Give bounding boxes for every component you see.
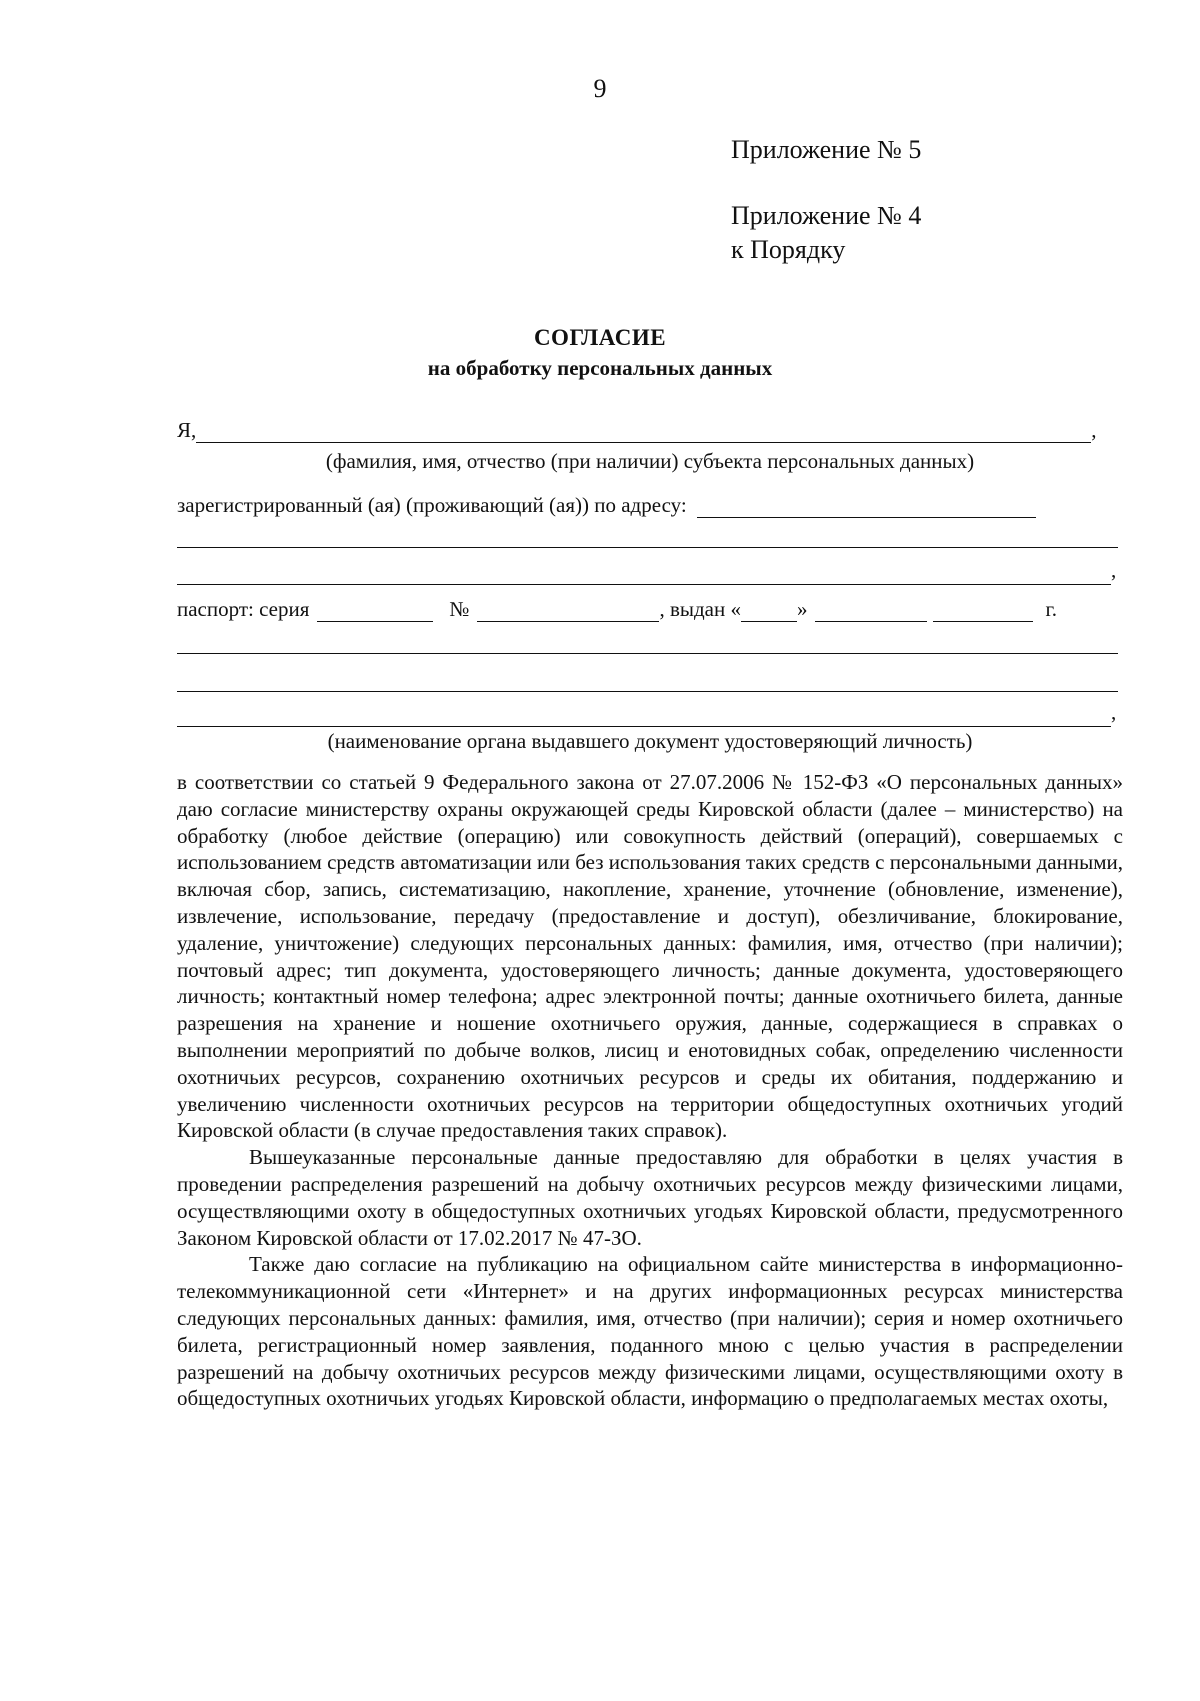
address-field-2[interactable] — [177, 521, 1118, 548]
document-subtitle: на обработку персональных данных — [427, 356, 773, 380]
appendix-4-subtitle: к Порядку — [731, 235, 846, 264]
body-paragraph-2: Вышеуказанные персональные данные предоставляю для обработки в целях участия в проведении распределения разрешений на добычу охотничьих ресурсов между физическими лицами, осуществляющими охоту в общедоступных охотничьих угодьях Кировской области, предусмотренного Законом Кировской области от 17.02.2017 № 47-ЗО. — [177, 1145, 1123, 1250]
issuer-field-3[interactable] — [177, 700, 1111, 727]
appendix-5-label: Приложение № 5 — [731, 135, 922, 164]
issued-year-field[interactable] — [933, 599, 1033, 622]
issuer-comma: , — [1111, 700, 1117, 724]
passport-number-label: № — [449, 597, 470, 621]
name-comma: , — [1091, 418, 1097, 442]
page-number: 9 — [593, 74, 607, 103]
passport-row — [177, 597, 1057, 622]
address-comma: , — [1111, 558, 1117, 582]
issued-day-field[interactable] — [741, 599, 797, 622]
address-field-3[interactable] — [177, 558, 1111, 585]
address-label: зарегистрированный (ая) (проживающий (ая)) по адресу: — [177, 493, 687, 517]
consent-body — [177, 769, 1123, 1412]
name-caption: (фамилия, имя, отчество (при наличии) субъекта персональных данных) — [325, 449, 975, 473]
year-suffix: г. — [1045, 597, 1057, 621]
body-paragraph-3: Также даю согласие на публикацию на официальном сайте министерства в информационно-телекоммуникационной сети «Интернет» и на других информационных ресурсах министерства следующих персональных данных: фамилия, имя, отчество (при наличии); серия и номер охотничьего билета, регистрационный номер заявления, поданного мною с целью участия в распределении разрешений на добычу охотничьих ресурсов между физическими лицами, осуществляющими охоту в общедоступных охотничьих угодьях Кировской области, информацию о предполагаемых местах охоты, — [177, 1252, 1123, 1411]
passport-number-field[interactable] — [477, 599, 659, 622]
address-row — [177, 493, 1036, 518]
name-field[interactable] — [196, 420, 1091, 443]
address-field-1[interactable] — [697, 495, 1036, 518]
issuer-caption: (наименование органа выдавшего документ удостоверяющий личность) — [327, 729, 973, 753]
appendix-4-label: Приложение № 4 — [731, 201, 922, 230]
body-paragraph-1: в соответствии со статьей 9 Федерального закона от 27.07.2006 № 152-ФЗ «О персональных данных» даю согласие министерству охраны окружающей среды Кировской области (далее – министерство) на обработку (любое действие (операцию) или совокупность действий (операций), совершаемых с использованием средств автоматизации или без использования таких средств с персональными данными, включая сбор, запись, систематизацию, накопление, хранение, уточнение (обновление, изменение), извлечение, использование, передачу (предоставление и доступ), обезличивание, блокирование, удаление, уничтожение) следующих персональных данных: фамилия, имя, отчество (при наличии); почтовый адрес; тип документа, удостоверяющего личность; данные документа, удостоверяющего личность; контактный номер телефона; адрес электронной почты; данные охотничьего билета, данные разрешения на хранение и ношение охотничьего оружия, данные, содержащиеся в справках о выполнении мероприятий по добыче волков, лисиц и енотовидных собак, определению численности охотничьих ресурсов, сохранению охотничьих ресурсов и среды их обитания, поддержанию и увеличению численности охотничьих ресурсов на территории общедоступных охотничьих угодий Кировской области (в случае предоставления таких справок). — [177, 770, 1123, 1143]
ya-label: Я, — [177, 418, 197, 442]
passport-series-label: паспорт: серия — [177, 597, 310, 621]
document-title: СОГЛАСИЕ — [533, 325, 667, 350]
issuer-field-2[interactable] — [177, 665, 1118, 692]
issuer-field-1[interactable] — [177, 627, 1118, 654]
issued-close-quote: » — [796, 597, 808, 621]
name-row — [177, 418, 1097, 443]
issued-month-field[interactable] — [815, 599, 927, 622]
issued-label: , выдан « — [659, 597, 741, 621]
passport-series-field[interactable] — [317, 599, 433, 622]
